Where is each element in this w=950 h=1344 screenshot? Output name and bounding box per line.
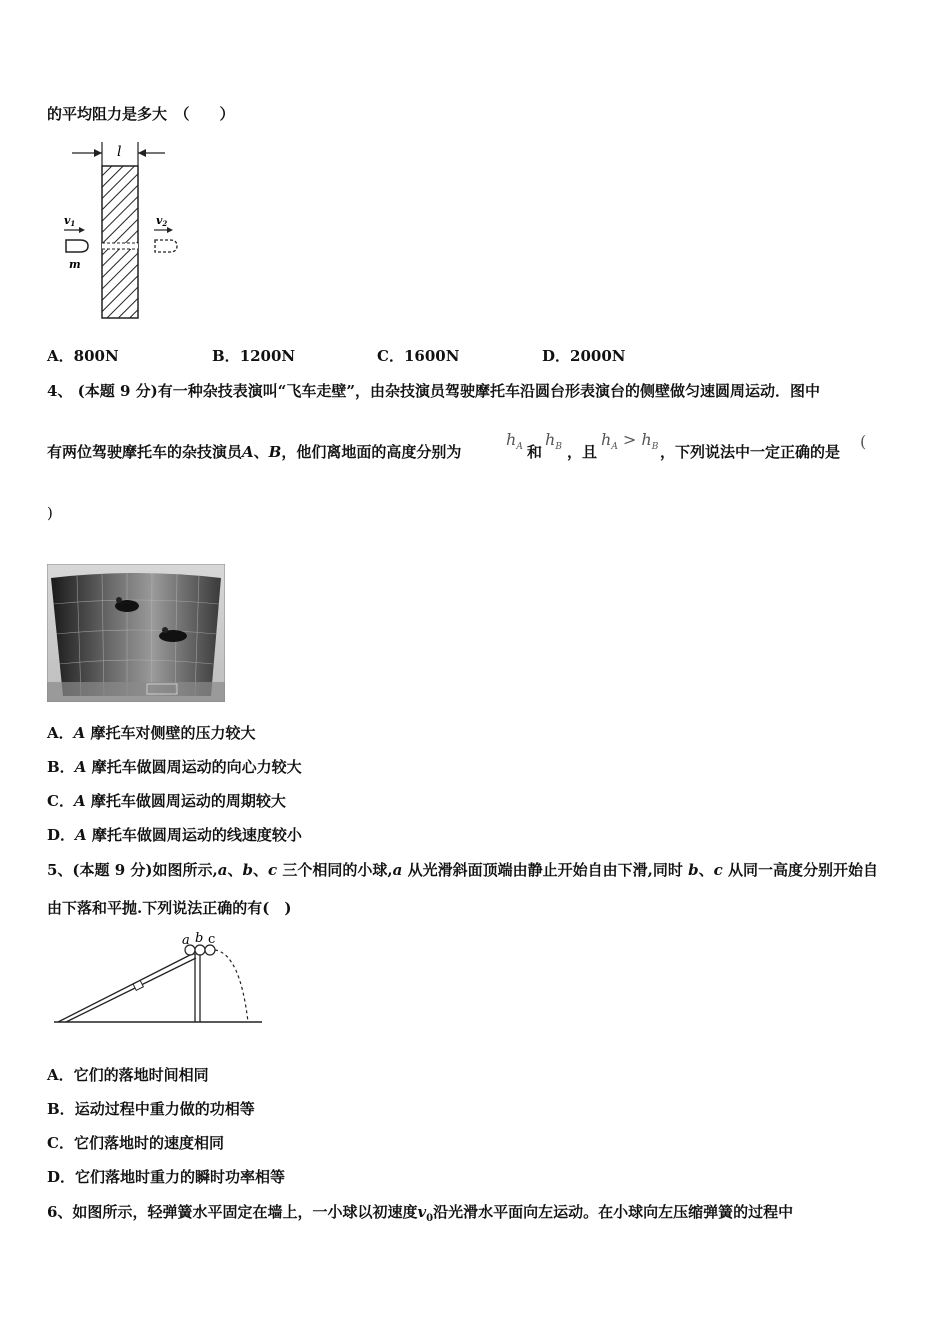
ball-b-label: b bbox=[195, 931, 204, 946]
q3-option-b[interactable]: B．1200N bbox=[212, 347, 296, 365]
q5-option-c[interactable]: C．它们落地时的速度相同 bbox=[47, 1134, 224, 1152]
q3-option-c[interactable]: C．1600N bbox=[377, 347, 460, 365]
q5-stem-line1: 5、(本题 9 分)如图所示,a、b、c 三个相同的小球,a 从光滑斜面顶端由静止开始自由下滑,同时 b、c 从同一高度分别开始自 bbox=[47, 861, 878, 879]
q4-option-d[interactable]: D．A 摩托车做圆周运动的线速度较小 bbox=[47, 826, 302, 844]
q4-stem-and-clause: ，且 bbox=[567, 443, 598, 461]
q3-bullet-block-figure bbox=[60, 138, 180, 323]
q3-option-d[interactable]: D．2000N bbox=[542, 347, 626, 365]
exit-bullet-icon bbox=[155, 240, 177, 252]
mass-label: m bbox=[69, 258, 81, 271]
q5-option-a[interactable]: A．它们的落地时间相同 bbox=[47, 1066, 209, 1084]
close-paren: ) bbox=[47, 504, 53, 522]
q4-option-c[interactable]: C．A 摩托车做圆周运动的周期较大 bbox=[47, 792, 286, 810]
q5-option-d[interactable]: D．它们落地时重力的瞬时功率相等 bbox=[47, 1168, 286, 1186]
q3-option-a[interactable]: A．800N bbox=[47, 347, 119, 365]
math-h-a: $h_A$ bbox=[506, 430, 523, 453]
and-word: 和 bbox=[527, 443, 543, 461]
math-h-b: $h_B$ bbox=[545, 430, 562, 453]
q4-option-a[interactable]: A．A 摩托车对侧壁的压力较大 bbox=[47, 724, 256, 742]
q3-stem-tail: 的平均阻力是多大 （ ） bbox=[47, 105, 235, 123]
width-label: l bbox=[117, 144, 122, 160]
q5-incline-figure bbox=[52, 928, 267, 1028]
q6-stem-line1: 6、如图所示，轻弹簧水平固定在墙上，一小球以初速度$v_0$沿光滑水平面向左运动。在小球向左压缩弹簧的过程中 bbox=[47, 1203, 794, 1224]
open-paren: ( bbox=[860, 432, 867, 451]
v2-label: v2 bbox=[156, 214, 168, 228]
v1-label: v1 bbox=[64, 214, 76, 228]
q4-stem-line1: 4、 (本题 9 分)有一种杂技表演叫“飞车走壁”，由杂技演员驾驶摩托车沿圆台形表演台的侧壁做匀速圆周运动．图中 bbox=[47, 382, 820, 400]
ball-c-label: c bbox=[208, 932, 216, 947]
math-inequality: $h_A > h_B$ bbox=[601, 430, 659, 453]
q5-option-b[interactable]: B．运动过程中重力做的功相等 bbox=[47, 1100, 255, 1118]
bullet-icon bbox=[66, 240, 88, 252]
q4-option-b[interactable]: B．A 摩托车做圆周运动的向心力较大 bbox=[47, 758, 302, 776]
q4-stem-end: ，下列说法中一定正确的是 bbox=[660, 443, 841, 461]
q4-motorcycle-wall-photo bbox=[47, 564, 225, 702]
ball-a-label: a bbox=[182, 933, 190, 948]
q5-stem-line2: 由下落和平抛.下列说法正确的有( ) bbox=[47, 899, 292, 917]
q4-stem-line2: 有两位驾驶摩托车的杂技演员A、B，他们离地面的高度分别为 bbox=[47, 443, 462, 461]
